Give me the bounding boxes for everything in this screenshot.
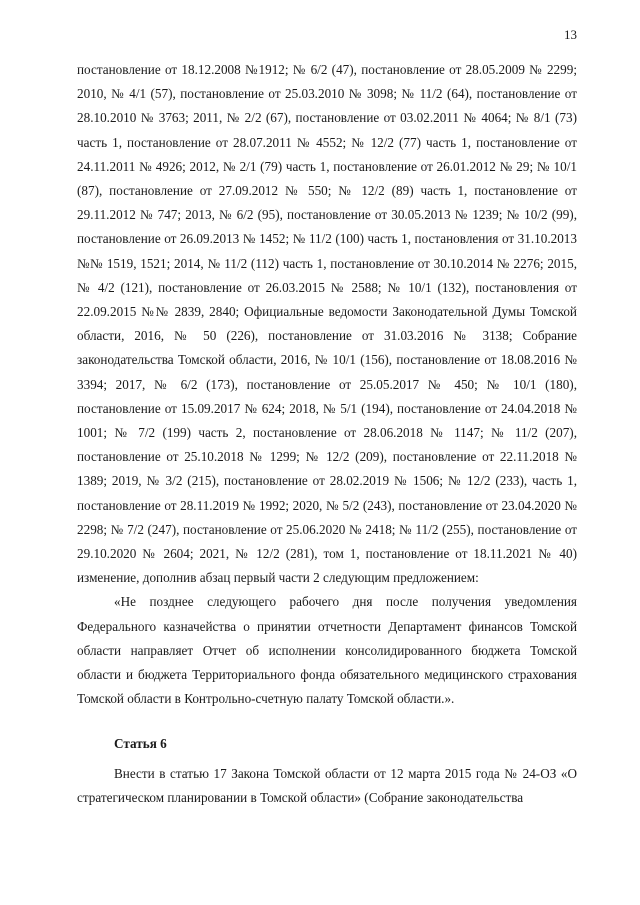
article-heading: Статья 6 [114,736,167,752]
article-6-paragraph: Внести в статью 17 Закона Томской области от 12 марта 2015 года № 24-ОЗ «О стратегическом планировании в Томской области» (Собрание законодательства [77,765,577,805]
amendment-references-paragraph: постановление от 18.12.2008 №1912; № 6/2 (47), постановление от 28.05.2009 № 2299; 2010, № 4/1 (57), постановление от 25.03.2010 № 3098; № 11/2 (64), постановление от 28.10.2010 № 3763; 2011, № 2/2 (67), постановление от 03.02.2011 № 4064; № 8/1 (73) часть 1, постановление от 28.07.2011 № 4552; № 12/2 (77) часть 1, постановление от 24.11.2011 № 4926; 2012, № 2/1 (79) часть 1, постановление от 26.01.2012 № 29; № 10/1 (87), постановление от 27.09.2012 № 550; № 12/2 (89) часть 1, постановление от 29.11.2012 № 747; 2013, № 6/2 (95), постановление от 30.05.2013 № 1239; № 10/2 (99), постановление от 26.09.2013 № 1452; № 11/2 (100) часть 1, постановления от 31.10.2013 №№ 1519, 1521; 2014, № 11/2 (112) часть 1, постановление от 30.10.2014 № 2276; 2015, № 4/2 (121), постановление от 26.03.2015 № 2588; № 10/1 (132), постановления от 22.09.2015 №№ 2839, 2840; Официальные ведомости Законодательной Думы Томской области, 2016, № 50 (226), постановление от 31.03.2016 № 3138; Собрание законодательства Томской области, 2016, № 10/1 (156), постановление от 18.08.2016 № 3394; 2017, № 6/2 (173), постановление от 25.05.2017 № 450; № 10/1 (180), постановление от 15.09.2017 № 624; 2018, № 5/1 (194), постановление от 24.04.2018 № 1001; № 7/2 (199) часть 2, постановление от 28.06.2018 № 1147; № 11/2 (207), постановление от 25.10.2018 № 1299; № 12/2 (209), постановление от 22.11.2018 № 1389; 2019, № 3/2 (215), постановление от 28.02.2019 № 1506; № 12/2 (233), часть 1, постановление от 28.11.2019 № 1992; 2020, № 5/2 (243), постановление от 23.04.2020 № 2298; № 7/2 (247), постановление от 25.06.2020 № 2418; № 11/2 (255), постановление от 29.10.2020 № 2604; 2021, № 12/2 (281), том 1, постановление от 18.11.2021 № 40) изменение, дополнив абзац первый части 2 следующим предложением: [77,62,577,586]
page-number: 13 [564,27,577,42]
document-body [77,58,577,810]
quoted-amendment-text: «Не позднее следующего рабочего дня после получения уведомления Федерального казначейства о принятии отчетности Департамент финансов Томской области направляет Отчет об исполнении консолидированного бюджета Томской области и бюджета Территориального фонда обязательного медицинского страхования Томской области в Контрольно-счетную палату Томской области.». [77,594,577,707]
